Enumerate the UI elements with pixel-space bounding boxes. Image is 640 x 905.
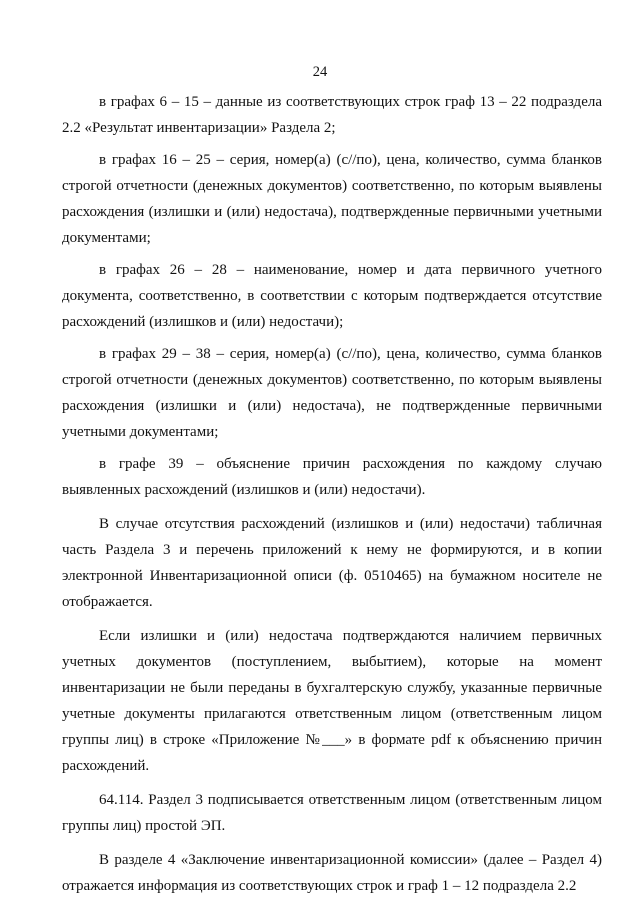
paragraph-no-discrepancies: В случае отсутствия расхождений (излишков и (или) недостачи) табличная часть Раздела 3 и перечень приложений к нему не формируются, и в копии электронной Инвентаризационной описи (ф. 0510465) на бумажном носителе не отображается. — [62, 516, 602, 610]
paragraph-column-39: в графе 39 – объяснение причин расхождения по каждому случаю выявленных расхождений (излишков и (или) недостачи). — [62, 456, 602, 498]
paragraph-section-4: В разделе 4 «Заключение инвентаризационной комиссии» (далее – Раздел 4) отражается информация из соответствующих строк и граф 1 – 12 подраздела 2.2 — [62, 852, 602, 894]
paragraph-columns-26-28: в графах 26 – 28 – наименование, номер и дата первичного учетного документа, соответственно, в соответствии с которым подтверждается отсутствие расхождений (излишков и (или) недостачи); — [62, 262, 602, 330]
paragraph-columns-16-25: в графах 16 – 25 – серия, номер(а) (с//по), цена, количество, сумма бланков строгой отчетности (денежных документов) соответственно, по которым выявлены расхождения (излишки и (или) недостача), подтвержденные первичными учетными документами; — [62, 152, 602, 246]
paragraph-64-114: 64.114. Раздел 3 подписывается ответственным лицом (ответственным лицом группы лиц) простой ЭП. — [62, 792, 602, 834]
paragraph-columns-6-15: в графах 6 – 15 – данные из соответствующих строк граф 13 – 22 подраздела 2.2 «Результат инвентаризации» Раздела 2; — [62, 94, 602, 136]
page-number: 24 — [312, 64, 328, 80]
paragraph-attachments: Если излишки и (или) недостача подтверждаются наличием первичных учетных документов (поступлением, выбытием), которые на момент инвентаризации не были переданы в бухгалтерскую службу, указанные первичные учетные документы прилагаются ответственным лицом (ответственным лицом группы лиц) в строке «Приложение №___» в формате pdf к объяснению причин расхождений. — [62, 628, 602, 774]
paragraph-columns-29-38: в графах 29 – 38 – серия, номер(а) (с//по), цена, количество, сумма бланков строгой отчетности (денежных документов) соответственно, по которым выявлены расхождения (излишки и (или) недостача), не подтвержденные первичными учетными документами; — [62, 346, 602, 440]
body-text — [62, 89, 602, 899]
